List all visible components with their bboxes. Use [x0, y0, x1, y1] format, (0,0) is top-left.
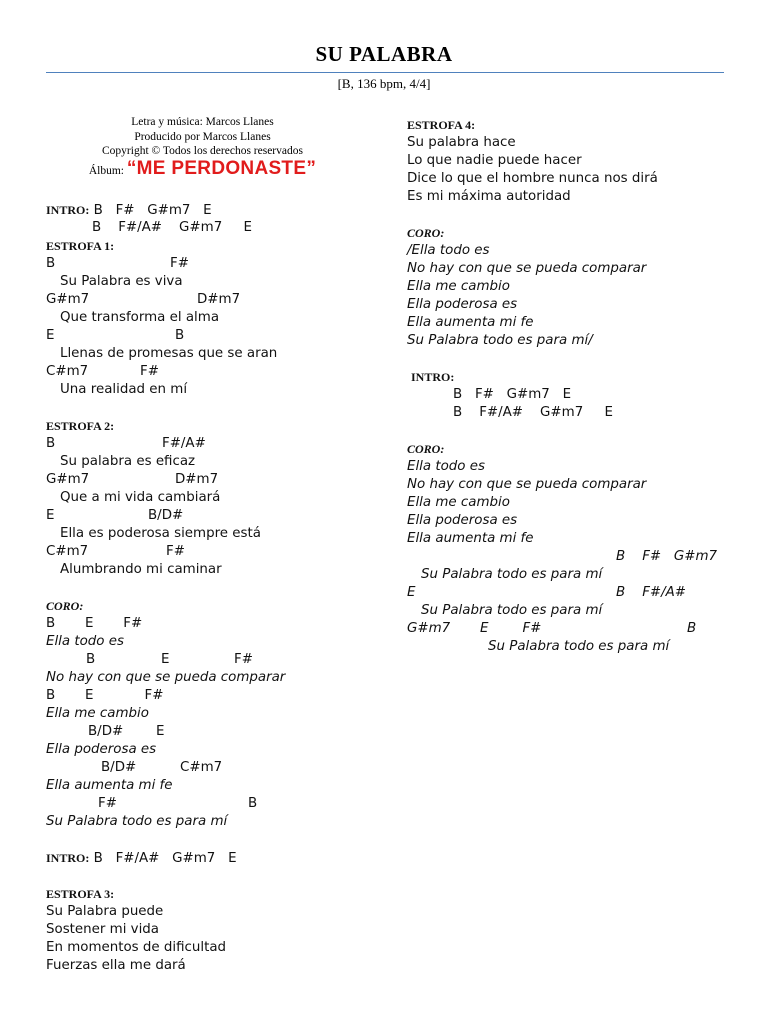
lyric-line: Fuerzas ella me dará [46, 958, 186, 973]
chord-line: B/D# C#m7 [101, 760, 223, 775]
credits-block [46, 115, 359, 178]
chord-line: G#m7 D#m7 [46, 292, 241, 307]
section-label-coro: CORO: [407, 442, 445, 456]
lyric-line: Su palabra es eficaz [60, 454, 196, 469]
lyric-line: Su Palabra todo es para mí [46, 814, 228, 829]
section-label-estrofa-2: ESTROFA 2: [46, 419, 115, 433]
section-header [407, 440, 727, 458]
chord-line: B E F# [46, 616, 143, 631]
chord-line: E B F#/A# [407, 585, 687, 600]
lyric-line: No hay con que se pueda comparar [407, 477, 647, 492]
lyric-line: Ella poderosa es [407, 513, 518, 528]
chord-line: B E F# [86, 652, 253, 667]
section-header [407, 116, 727, 134]
credits-producer: Producido por Marcos Llanes [134, 130, 271, 143]
intro-line [46, 849, 366, 867]
lyric-line: En momentos de dificultad [46, 940, 227, 955]
lyric-line: Es mi máxima autoridad [407, 189, 571, 204]
lyric-line: Ella me cambio [407, 495, 510, 510]
lyric-line: Que transforma el alma [60, 310, 220, 325]
chord-line: B F# [46, 256, 189, 271]
song-meta: [B, 136 bpm, 4/4] [337, 76, 431, 91]
lyric-line: Ella aumenta mi fe [407, 531, 534, 546]
section-header [46, 237, 366, 255]
lyric-line: Que a mi vida cambiará [60, 490, 221, 505]
album-title: “ME PERDONASTE” [126, 157, 317, 179]
chord-line: B F#/A# G#m7 E [453, 405, 613, 420]
chord-line: F# B [98, 796, 258, 811]
chord-line: G#m7 E F# B [407, 621, 697, 636]
lyric-line: Ella me cambio [46, 706, 149, 721]
lyric-line: Su Palabra puede [46, 904, 164, 919]
lyric-line: Ella todo es [46, 634, 124, 649]
chord-line: E B/D# [46, 508, 184, 523]
section-label-coro: CORO: [407, 226, 445, 240]
lyric-line: Su Palabra todo es para mí/ [407, 333, 593, 348]
lyric-line: Ella poderosa es [407, 297, 518, 312]
right-column [407, 116, 727, 656]
lyric-line: Su Palabra todo es para mí [488, 639, 670, 654]
section-label-intro: INTRO: [411, 370, 455, 384]
section-header [46, 885, 366, 903]
lyric-line: Ella me cambio [407, 279, 510, 294]
lyric-line: Ella aumenta mi fe [46, 778, 173, 793]
section-header [407, 224, 727, 242]
chord-line: E B [46, 328, 185, 343]
chord-line: G#m7 D#m7 [46, 472, 219, 487]
lyric-line: Su Palabra es viva [60, 274, 183, 289]
lyric-line: Alumbrando mi caminar [60, 562, 222, 577]
credits-copyright: Copyright © Todos los derechos reservados [102, 145, 303, 157]
chord-line: B F#/A# G#m7 E [92, 220, 252, 235]
chord-line: B E F# [46, 688, 164, 703]
section-label-coro: CORO: [46, 599, 84, 613]
lyric-line: Una realidad en mí [60, 382, 188, 397]
chord-line: B F# G#m7 E [93, 203, 212, 218]
section-label-estrofa-4: ESTROFA 4: [407, 118, 476, 132]
section-header [46, 417, 366, 435]
lyric-line: Ella todo es [407, 459, 485, 474]
section-header [407, 368, 727, 386]
lyric-line: Su Palabra todo es para mí [421, 567, 603, 582]
chord-line: B F#/A# G#m7 E [93, 851, 237, 866]
section-label-intro: INTRO: [46, 851, 90, 865]
song-title: SU PALABRA [315, 42, 453, 66]
chord-line: C#m7 F# [46, 544, 185, 559]
lyric-line: Su palabra hace [407, 135, 516, 150]
lyric-line: No hay con que se pueda comparar [46, 670, 286, 685]
chord-line: B F#/A# [46, 436, 206, 451]
lyric-line: Sostener mi vida [46, 922, 160, 937]
chord-line: B/D# E [88, 724, 165, 739]
section-label-estrofa-1: ESTROFA 1: [46, 239, 115, 253]
lyric-line: Ella es poderosa siempre está [60, 526, 261, 541]
lyric-line: Llenas de promesas que se aran [60, 346, 278, 361]
lyric-line: Ella aumenta mi fe [407, 315, 534, 330]
album-line [46, 157, 359, 179]
chord-line: B F# G#m7 [616, 549, 718, 564]
intro-line [46, 201, 366, 219]
lyric-line: Lo que nadie puede hacer [407, 153, 582, 168]
intro-line [46, 219, 366, 237]
chord-line: C#m7 F# [46, 364, 159, 379]
lyric-line: No hay con que se pueda comparar [407, 261, 647, 276]
lyric-line: Dice lo que el hombre nunca nos dirá [407, 171, 658, 186]
credits-lyrics-music: Letra y música: Marcos Llanes [131, 116, 274, 128]
lyric-line: /Ella todo es [407, 243, 490, 258]
lyric-line: Su Palabra todo es para mí [421, 603, 603, 618]
lyric-line: Ella poderosa es [46, 742, 157, 757]
left-column [46, 201, 366, 975]
section-header [46, 597, 366, 615]
title-divider [46, 72, 724, 73]
section-label-estrofa-3: ESTROFA 3: [46, 887, 115, 901]
album-label: Álbum: [88, 164, 124, 177]
section-label-intro: INTRO: [46, 203, 90, 217]
chord-line: B F# G#m7 E [453, 387, 572, 402]
